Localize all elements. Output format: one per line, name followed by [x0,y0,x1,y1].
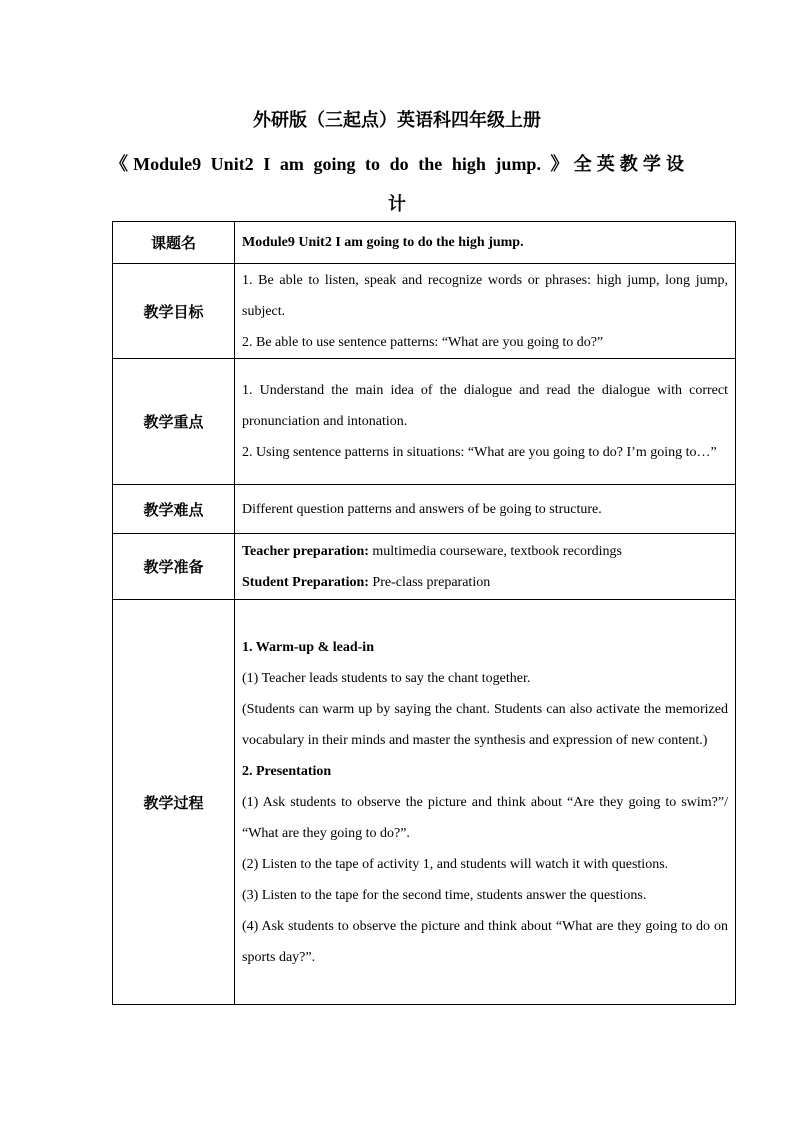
document-title-line-1: 外研版（三起点）英语科四年级上册 [253,110,541,130]
section-title-warm-up: 1. Warm-up & lead-in [242,639,374,655]
table-row-process [113,600,736,1005]
topic-text: Module9 Unit2 I am going to do the high jump. [235,222,736,264]
table-row-objectives [113,264,736,359]
student-preparation [242,567,728,598]
process-step: (2) Listen to the tape of activity 1, and students will watch it with questions. [242,856,669,872]
key-point-item: 2. Using sentence patterns in situations: “What are you going to do? I’m going to…” [242,445,717,460]
teacher-preparation-text: multimedia courseware, textbook recordings [368,543,622,559]
objective-item: 1. Be able to listen, speak and recognize words or phrases: high jump, long jump, subject. [242,272,728,319]
teacher-preparation [242,536,728,567]
table-row-preparation [113,534,736,600]
process-step: (1) Teacher leads students to say the chant together. [242,670,531,686]
table-row-difficulties [113,485,736,534]
student-preparation-label: Student Preparation: [242,574,369,590]
key-point-item: 1. Understand the main idea of the dialogue and read the dialogue with correct pronunciation and intonation. [242,383,728,429]
teacher-preparation-label: Teacher preparation: [242,543,369,559]
lesson-plan-table [112,221,736,1005]
process-step: (4) Ask students to observe the picture and think about “What are they going to do on sports day?”. [242,918,728,965]
row-label-process: 教学过程 [113,600,235,1005]
objective-item: 2. Be able to use sentence patterns: “What are you going to do?” [242,334,604,350]
process-step: (Students can warm up by saying the chant. Students can also activate the memorized vocabulary in their minds and master the synthesis and expression of new content.) [242,701,728,748]
difficulties-text: Different question patterns and answers of be going to structure. [235,485,736,534]
document-title-line-2: 《Module9 Unit2 I am going to do the high jump. 》全英教学设 [110,154,684,174]
table-row-key-points [113,359,736,485]
row-label-key-points: 教学重点 [113,359,235,485]
row-label-difficulties: 教学难点 [113,485,235,534]
process-cell [235,600,736,1005]
section-title-presentation: 2. Presentation [242,763,332,779]
process-step: (3) Listen to the tape for the second time, students answer the questions. [242,887,647,903]
objectives-cell [235,264,736,359]
row-label-objectives: 教学目标 [113,264,235,359]
table-row-topic [113,222,736,264]
process-step: (1) Ask students to observe the picture and think about “Are they going to swim?”/ “What are they going to do?”. [242,794,728,841]
preparation-cell [235,534,736,600]
key-points-cell [235,359,736,485]
student-preparation-text: Pre-class preparation [368,574,491,590]
row-label-preparation: 教学准备 [113,534,235,600]
row-label-topic: 课题名 [113,222,235,264]
document-title-line-3: 计 [388,194,406,214]
